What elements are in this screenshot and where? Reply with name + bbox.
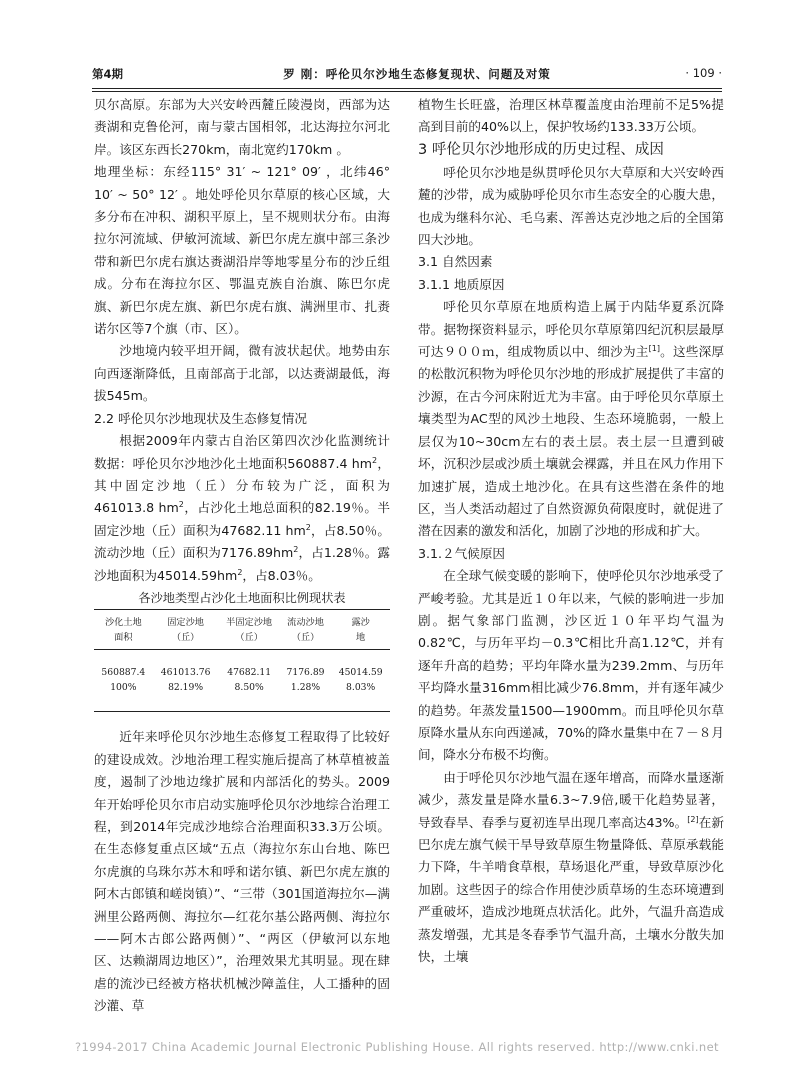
header-rule-thick bbox=[92, 88, 722, 89]
table-cell: 1.28% bbox=[290, 681, 321, 693]
table-header-cell: 沙化土地 面积 bbox=[104, 617, 142, 643]
table-cell: 560887.4 bbox=[101, 667, 146, 679]
section-heading-3-1-2: 3.1.２气候原因 bbox=[418, 545, 506, 561]
left-column bbox=[94, 94, 390, 1018]
table-cell: 461013.76 bbox=[160, 667, 211, 679]
section-heading-3-1-1: 3.1.1 地质原因 bbox=[418, 276, 505, 292]
paragraph-monitoring-data: 根据2009年内蒙古自治区第四次沙化监测统计数据：呼伦贝尔沙地沙化土地面积560887.4 $hm^2$，其中固定沙地（丘）分布较为广泛，面积为461013.8 $hm^2$，占沙化土地总面积的82.19％。半固定沙地（丘）面积为47682.11 $hm^2$，占8.50％。流动沙地（丘）面积为$7176.89hm^2$，占1.28％。露沙地面积为$45014.59hm^2$，占8.03％。 bbox=[94, 433, 391, 583]
running-header bbox=[92, 66, 722, 86]
paragraph-climate-effects: 由于呼伦贝尔沙地气温在逐年增高，而降水量逐渐减少，蒸发量是降水量6.3~7.9倍,暖干化趋势显著，导致春旱、春季与夏初连旱出现几率高达43%。[2]在新巴尔虎左旗气候干旱导致草原生物量降低、草原承载能力下降，牛羊啃食草根，草场退化严重，导致草原沙化加剧。这些因子的综合作用使沙质草场的生态环境遭到严重破坏，造成沙地斑点状活化。此外，气温升高造成蒸发增强，尤其是冬春季节气温升高，土壤水分散失加快，土壤 bbox=[418, 769, 724, 965]
copyright-footer: ?1994-2017 China Academic Journal Electronic Publishing House. All rights reserved. http://www.cnki.net bbox=[75, 1040, 719, 1054]
paragraph-coordinates: 地理坐标：东经115° 31′ ~ 121° 09′ ，北纬46° 10′ ~ 50° 12′ 。地处呼伦贝尔草原的核心区域，大多分布在冲积、湖积平原上，呈不规则状分布。由海拉尔河流域、伊敏河流域、新巴尔虎左旗中部三条沙带和新巴尔虎右旗达赉湖沿岸等地零星分布的沙丘组成。分布在海拉尔区、鄂温克族自治旗、陈巴尔虎旗、新巴尔虎左旗、新巴尔虎右旗、满洲里市、扎赉诺尔区等7个旗（市、区）。 bbox=[94, 164, 390, 337]
paragraph-intro-3: 呼伦贝尔沙地是纵贯呼伦贝尔大草原和大兴安岭西麓的沙带，成为威胁呼伦贝尔市生态安全的心腹大患，也成为继科尔沁、毛乌素、浑善达克沙地之后的全国第四大沙地。 bbox=[418, 164, 724, 248]
table-cell: 45014.59 bbox=[338, 667, 383, 679]
page-number: · 109 · bbox=[685, 66, 722, 80]
section-heading-3: 3 呼伦贝尔沙地形成的历史过程、成因 bbox=[418, 141, 664, 158]
paragraph-terrain: 沙地境内较平坦开阔，微有波状起伏。地势由东向西逐渐降低，且南部高于北部，以达赉湖最低，海拔545m。 bbox=[94, 343, 390, 404]
table-cell: 8.03% bbox=[346, 681, 376, 693]
paragraph-climate: 在全球气候变暖的影响下，使呼伦贝尔沙地承受了严峻考验。尤其是近１０年以来，气候的影响进一步加剧。据气象部门监测，沙区近１０年平均气温为0.82℃，与历年平均－0.3℃相比升高1.12℃，并有逐年升高的趋势；平均年降水量为239.2mm、与历年平均降水量316mm相比减少76.8mm，并有逐年减少的趋势。年蒸发量1500—1900mm。而且呼伦贝尔草原降水量从东向西递减，70%的降水量集中在７－８月间，降水分布极不均衡。 bbox=[418, 568, 724, 763]
table-title: 各沙地类型占沙化土地面积比例现状表 bbox=[138, 590, 346, 605]
table-cell: 100% bbox=[110, 681, 137, 693]
table-header-cell: 半固定沙地 （丘） bbox=[226, 617, 273, 643]
table-cell: 7176.89 bbox=[286, 667, 325, 679]
table-header-cell: 固定沙地 （丘） bbox=[167, 617, 204, 643]
table-cell: 47682.11 bbox=[227, 667, 272, 679]
paragraph-restoration: 近年来呼伦贝尔沙地生态修复工程取得了比较好的建设成效。沙地治理工程实施后提高了林草植被盖度，遏制了沙地边缘扩展和内部活化的势头。2009年开始呼伦贝尔市启动实施呼伦贝尔沙地综合治理工程，到2014年完成沙地综合治理面积33.3万公顷。在生态修复重点区域“五点（海拉尔东山台地、陈巴尔虎旗的乌珠尔苏木和呼和诺尔镇、新巴尔虎左旗的阿木古郎镇和嵯岗镇）”、“三带（301国道海拉尔—满洲里公路两侧、海拉尔—红花尔基公路两侧、海拉尔——阿木古郎公路两侧）”、“两区（伊敏河以东地区、达赖湖周边地区）”，治理效果尤其明显。现在肆虐的流沙已经被方格状机械沙障盖住，人工播种的固沙灌、草 bbox=[94, 729, 390, 1014]
section-heading-3-1: 3.1 自然因素 bbox=[418, 254, 493, 270]
table-row-area bbox=[94, 650, 390, 681]
issue-number: 第4期 bbox=[92, 67, 124, 81]
sand-type-table bbox=[94, 609, 390, 712]
table-header-cell: 流动沙地 （丘） bbox=[287, 617, 324, 643]
table-header-cell: 露沙 地 bbox=[351, 617, 370, 643]
table-cell: 8.50% bbox=[234, 681, 264, 693]
paragraph-geology: 呼伦贝尔草原在地质构造上属于内陆华夏系沉降带。据物探资料显示，呼伦贝尔草原第四纪沉积层最厚可达９００ｍ，组成物质以中、细沙为主[1]。这些深厚的松散沉积物为呼伦贝尔沙地的形成扩展提供了丰富的沙源，在古今河床附近尤为丰富。由于呼伦贝尔草原土壤类型为AC型的风沙土地段、生态环境脆弱，一般上层仅为10~30cm左右的表土层。表土层一旦遭到破坏，沉积沙层或沙质土壤就会裸露，并且在风力作用下加速扩展，造成土地沙化。在具有这些潜在条件的地区，当人类活动超过了自然资源负荷限度时，就促进了潜在因素的激发和活化，加剧了沙地的形成和扩大。 bbox=[418, 299, 725, 539]
table-header-row bbox=[94, 610, 390, 650]
table-row-percent bbox=[94, 681, 390, 712]
section-heading-2-2: 2.2 呼伦贝尔沙地现状及生态修复情况 bbox=[94, 410, 307, 426]
paragraph: 贝尔高原。东部为大兴安岭西麓丘陵漫岗，西部为达赉湖和克鲁伦河，南与蒙古国相邻，北达海拉尔河北岸。该区东西长270km，南北宽约170km 。 bbox=[94, 97, 390, 157]
header-rule-thin bbox=[92, 91, 722, 92]
right-column bbox=[418, 94, 724, 968]
paragraph-continued: 植物生长旺盛，治理区林草覆盖度由治理前不足5%提高到目前的40%以上，保护牧场约133.33万公顷。 bbox=[418, 97, 724, 135]
table-cell: 82.19% bbox=[168, 681, 204, 693]
running-title: 罗 刚：呼伦贝尔沙地生态修复现状、问题及对策 bbox=[283, 67, 551, 81]
